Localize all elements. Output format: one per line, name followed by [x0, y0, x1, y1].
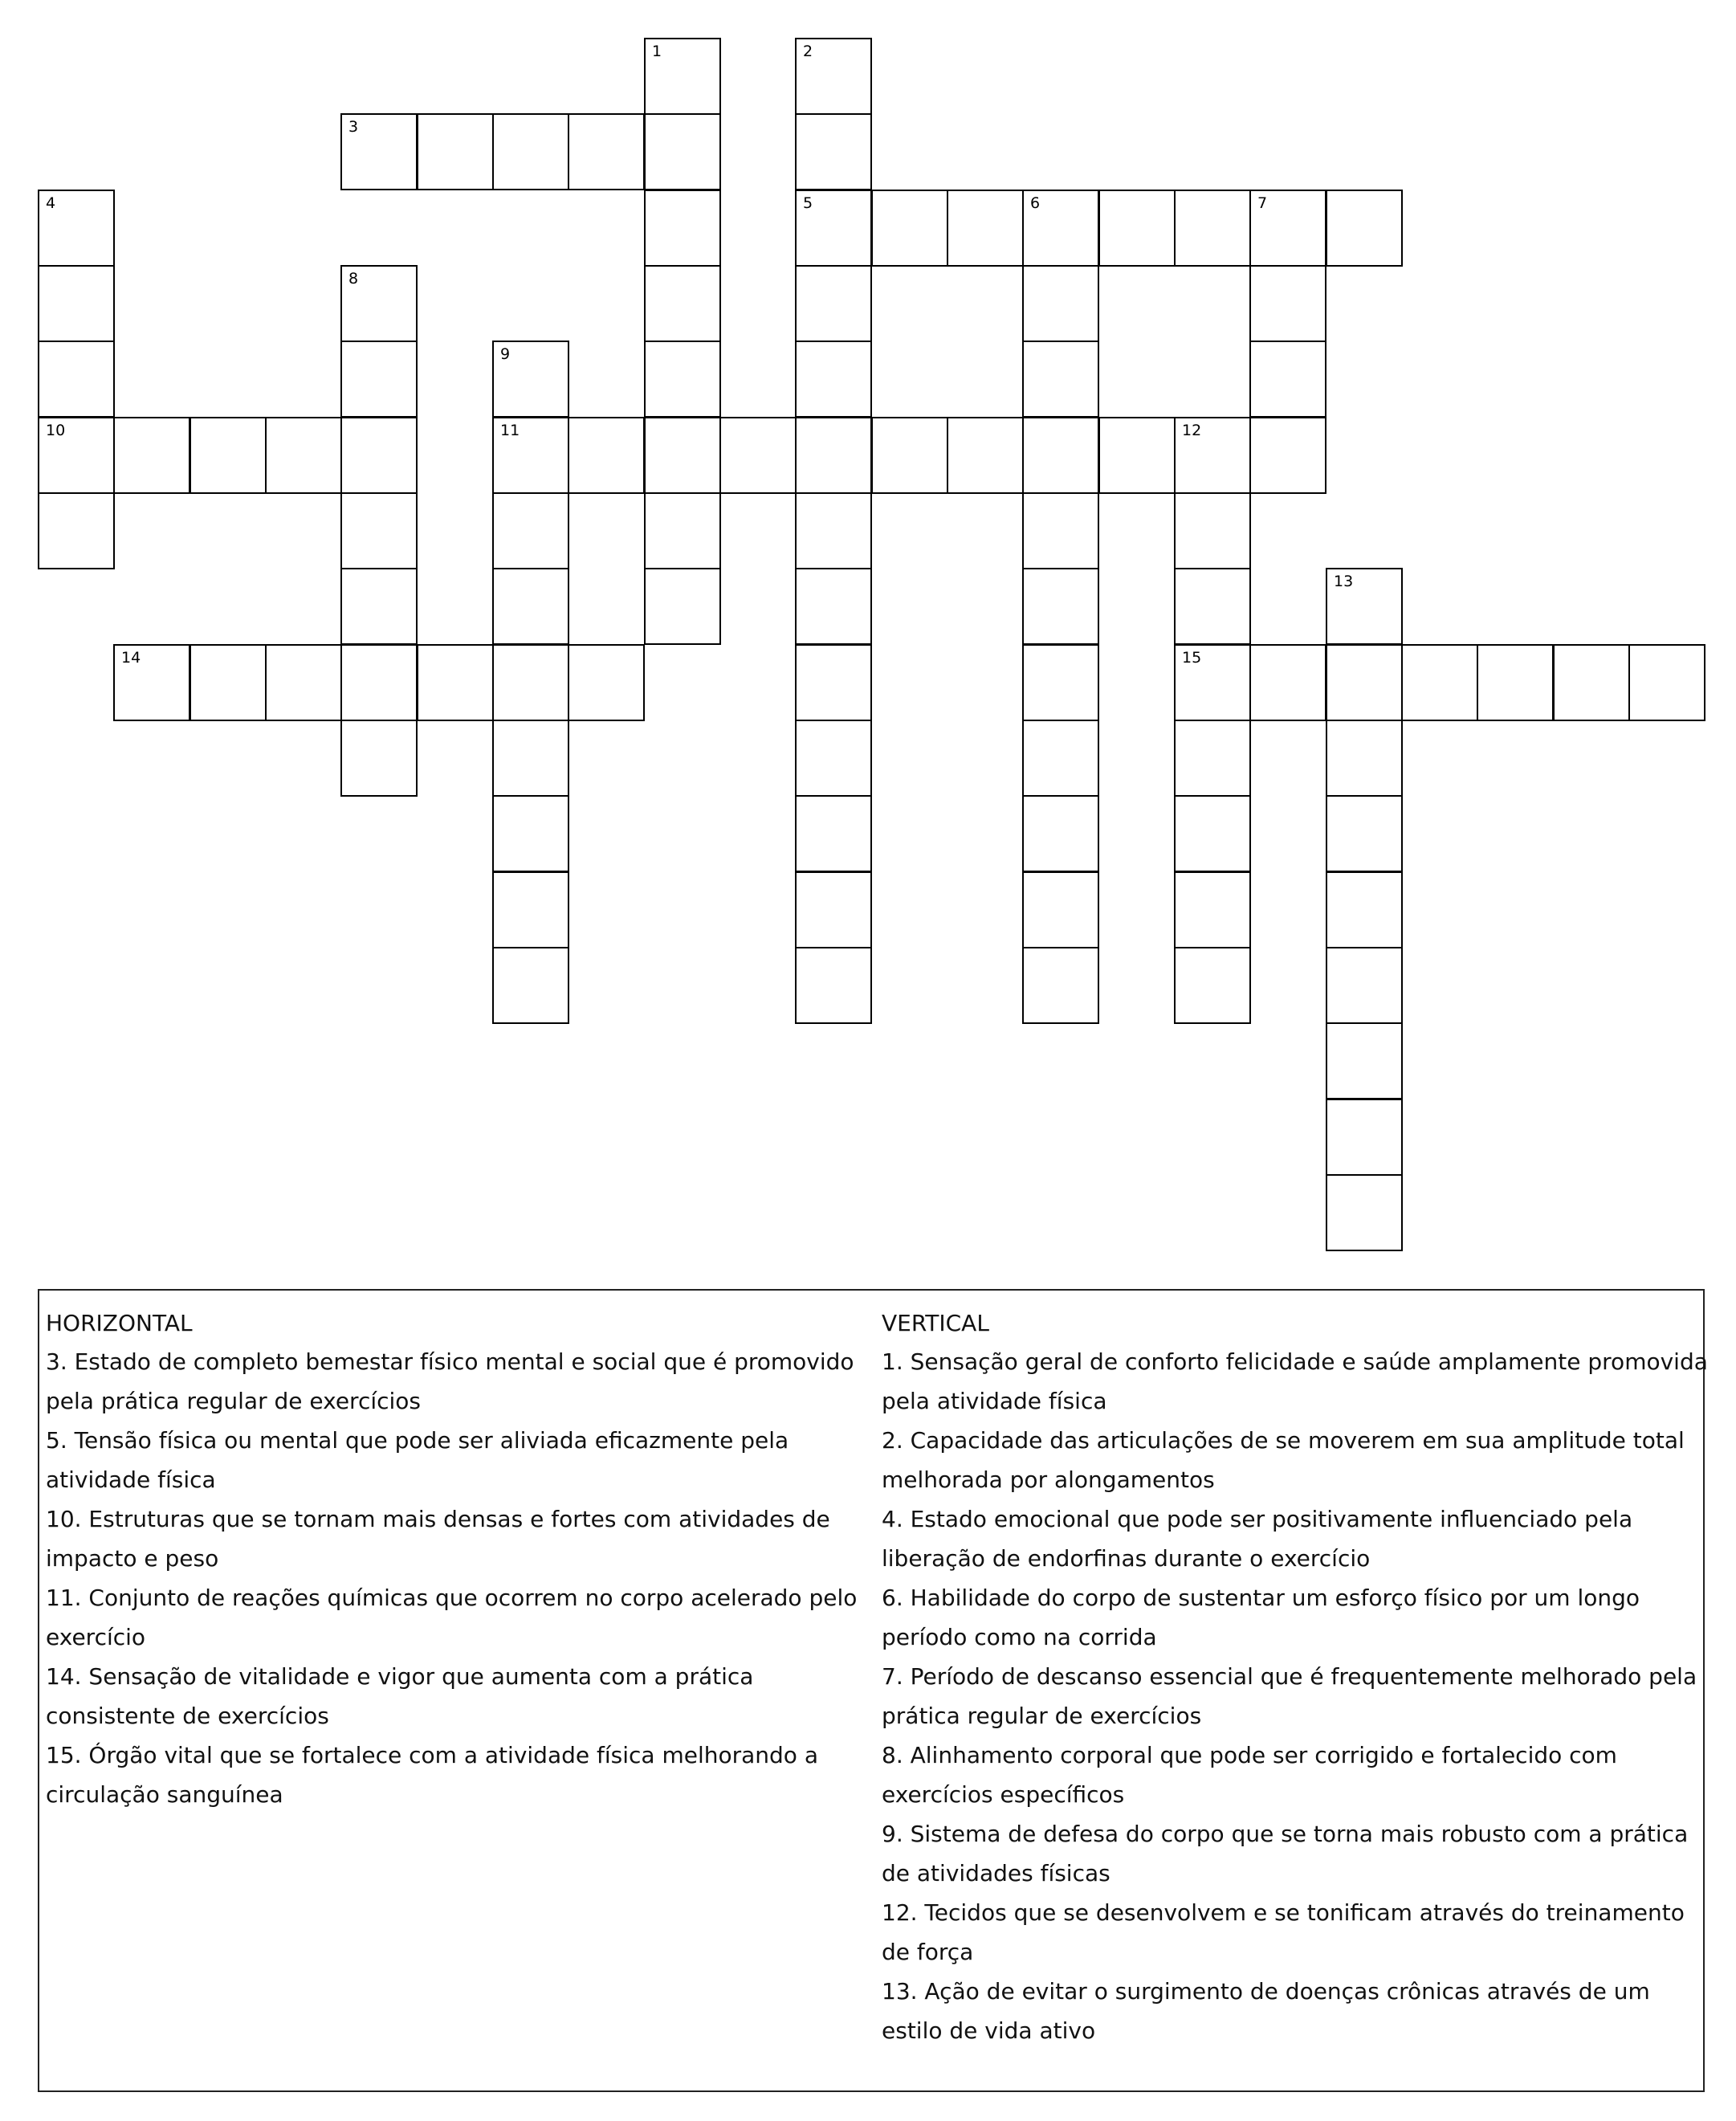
- clue-number: 2: [803, 43, 813, 60]
- grid-cell[interactable]: [1022, 644, 1099, 721]
- grid-cell[interactable]: [38, 492, 115, 569]
- grid-cell[interactable]: [1022, 871, 1099, 948]
- grid-cell[interactable]: [492, 644, 569, 721]
- grid-cell[interactable]: [1326, 795, 1403, 872]
- grid-cell[interactable]: [340, 568, 418, 645]
- down-clue-13: 13. Ação de evitar o surgimento de doenças crônicas através de um estilo de vida ativo: [882, 1978, 1650, 2044]
- grid-cell[interactable]: [795, 265, 872, 342]
- grid-cell[interactable]: [492, 417, 569, 494]
- down-clue-6: 6. Habilidade do corpo de sustentar um esforço físico por um longo período como na corrida: [882, 1585, 1640, 1650]
- down-clue-7: 7. Período de descanso essencial que é frequentemente melhorado pela prática regular de exercícios: [882, 1663, 1697, 1729]
- grid-cell[interactable]: [871, 190, 948, 267]
- across-clue-11: 11. Conjunto de reações químicas que ocorrem no corpo acelerado pelo exercício: [46, 1585, 858, 1650]
- grid-cell[interactable]: [340, 341, 418, 418]
- down-clue-list: [882, 1342, 1709, 2050]
- grid-cell[interactable]: [1022, 947, 1099, 1024]
- grid-cell[interactable]: [1326, 1099, 1403, 1176]
- across-clue-14: 14. Sensação de vitalidade e vigor que aumenta com a prática consistente de exercícios: [46, 1663, 754, 1729]
- grid-cell[interactable]: [1022, 795, 1099, 872]
- clue-number: 3: [348, 118, 359, 136]
- grid-cell[interactable]: [1022, 265, 1099, 342]
- grid-cell[interactable]: [492, 492, 569, 569]
- grid-cell[interactable]: [1326, 871, 1403, 948]
- grid-cell[interactable]: [1326, 1174, 1403, 1251]
- grid-cell[interactable]: [1174, 492, 1251, 569]
- grid-cell[interactable]: [417, 113, 494, 190]
- grid-cell[interactable]: [1098, 190, 1176, 267]
- grid-cell[interactable]: [340, 265, 418, 342]
- grid-cell[interactable]: [492, 871, 569, 948]
- down-clue-2: 2. Capacidade das articulações de se moverem em sua amplitude total melhorada por alongamentos: [882, 1427, 1685, 1493]
- grid-cell[interactable]: [795, 492, 872, 569]
- grid-cell[interactable]: [38, 265, 115, 342]
- grid-cell[interactable]: [719, 417, 797, 494]
- clue-number: 11: [500, 422, 520, 439]
- clue-number: 15: [1182, 649, 1202, 667]
- across-clues-column: [46, 1305, 873, 1814]
- grid-cell[interactable]: [947, 190, 1024, 267]
- grid-cell[interactable]: [265, 417, 342, 494]
- grid-cell[interactable]: [1326, 1022, 1403, 1099]
- down-clue-9: 9. Sistema de defesa do corpo que se torna mais robusto com a prática de atividades físicas: [882, 1821, 1689, 1886]
- grid-cell[interactable]: [492, 947, 569, 1024]
- grid-cell[interactable]: [340, 417, 418, 494]
- grid-cell[interactable]: [871, 417, 948, 494]
- grid-cell[interactable]: [492, 568, 569, 645]
- down-heading: VERTICAL: [882, 1310, 989, 1336]
- grid-cell[interactable]: [1326, 190, 1403, 267]
- grid-cell[interactable]: [1022, 341, 1099, 418]
- across-heading: HORIZONTAL: [46, 1310, 193, 1336]
- down-clue-12: 12. Tecidos que se desenvolvem e se tonificam através do treinamento de força: [882, 1899, 1685, 1965]
- grid-cell[interactable]: [1326, 644, 1403, 721]
- grid-cell[interactable]: [568, 417, 645, 494]
- grid-cell[interactable]: [38, 341, 115, 418]
- grid-cell[interactable]: [795, 644, 872, 721]
- clue-number: 4: [46, 194, 56, 212]
- grid-cell[interactable]: [644, 568, 721, 645]
- across-clue-5: 5. Tensão física ou mental que pode ser aliviada eficazmente pela atividade física: [46, 1427, 789, 1493]
- clue-number: 5: [803, 194, 813, 212]
- grid-cell[interactable]: [1174, 947, 1251, 1024]
- grid-cell[interactable]: [795, 190, 872, 267]
- grid-cell[interactable]: [1249, 417, 1326, 494]
- grid-cell[interactable]: [947, 417, 1024, 494]
- grid-cell[interactable]: [795, 113, 872, 190]
- grid-cell[interactable]: [644, 113, 721, 190]
- grid-cell[interactable]: [38, 190, 115, 267]
- grid-cell[interactable]: [795, 795, 872, 872]
- grid-cell[interactable]: [1174, 417, 1251, 494]
- clue-number: 1: [652, 43, 662, 60]
- clue-number: 8: [348, 270, 359, 288]
- grid-cell[interactable]: [1326, 947, 1403, 1024]
- grid-cell[interactable]: [1174, 720, 1251, 797]
- clue-number: 10: [46, 422, 66, 439]
- across-clue-list: [46, 1342, 873, 1814]
- grid-cell[interactable]: [568, 113, 645, 190]
- grid-cell[interactable]: [795, 38, 872, 115]
- grid-cell[interactable]: [568, 644, 645, 721]
- grid-cell[interactable]: [1022, 568, 1099, 645]
- grid-cell[interactable]: [492, 341, 569, 418]
- down-clue-8: 8. Alinhamento corporal que pode ser corrigido e fortalecido com exercícios específicos: [882, 1742, 1617, 1808]
- grid-cell[interactable]: [492, 720, 569, 797]
- clue-number: 7: [1257, 194, 1268, 212]
- grid-cell[interactable]: [1326, 568, 1403, 645]
- clue-number: 13: [1334, 573, 1354, 590]
- grid-cell[interactable]: [1249, 341, 1326, 418]
- grid-cell[interactable]: [1174, 871, 1251, 948]
- grid-cell[interactable]: [644, 265, 721, 342]
- grid-cell[interactable]: [1022, 190, 1099, 267]
- grid-cell[interactable]: [1022, 417, 1099, 494]
- grid-cell[interactable]: [1249, 190, 1326, 267]
- grid-cell[interactable]: [1249, 265, 1326, 342]
- across-clue-10: 10. Estruturas que se tornam mais densas e fortes com atividades de impacto e peso: [46, 1506, 830, 1572]
- grid-cell[interactable]: [265, 644, 342, 721]
- across-clue-15: 15. Órgão vital que se fortalece com a atividade física melhorando a circulação sanguínea: [46, 1742, 818, 1808]
- grid-cell[interactable]: [644, 492, 721, 569]
- grid-cell[interactable]: [113, 417, 190, 494]
- grid-cell[interactable]: [644, 190, 721, 267]
- grid-cell[interactable]: [1174, 568, 1251, 645]
- grid-cell[interactable]: [1098, 417, 1176, 494]
- clue-number: 14: [121, 649, 141, 667]
- grid-cell[interactable]: [795, 947, 872, 1024]
- down-clue-4: 4. Estado emocional que pode ser positivamente influenciado pela liberação de endorfinas durante o exercício: [882, 1506, 1633, 1572]
- grid-cell[interactable]: [340, 492, 418, 569]
- grid-cell[interactable]: [1477, 644, 1554, 721]
- grid-cell[interactable]: [1022, 492, 1099, 569]
- down-clue-1: 1. Sensação geral de conforto felicidade e saúde amplamente promovida pela atividade física: [882, 1348, 1708, 1414]
- grid-cell[interactable]: [113, 644, 190, 721]
- clue-number: 6: [1030, 194, 1041, 212]
- grid-cell[interactable]: [189, 644, 267, 721]
- grid-cell[interactable]: [189, 417, 267, 494]
- grid-cell[interactable]: [644, 341, 721, 418]
- across-clue-3: 3. Estado de completo bemestar físico mental e social que é promovido pela prática regular de exercícios: [46, 1348, 854, 1414]
- grid-cell[interactable]: [492, 113, 569, 190]
- grid-cell[interactable]: [340, 644, 418, 721]
- down-clues-column: [882, 1305, 1709, 2050]
- grid-cell[interactable]: [795, 568, 872, 645]
- grid-cell[interactable]: [795, 720, 872, 797]
- clues-panel: [38, 1289, 1708, 2092]
- grid-cell[interactable]: [1401, 644, 1478, 721]
- grid-cell[interactable]: [795, 417, 872, 494]
- grid-cell[interactable]: [417, 644, 494, 721]
- grid-cell[interactable]: [340, 720, 418, 797]
- grid-cell[interactable]: [492, 795, 569, 872]
- grid-cell[interactable]: [1174, 644, 1251, 721]
- grid-cell[interactable]: [38, 417, 115, 494]
- clue-number: 9: [500, 345, 511, 363]
- grid-cell[interactable]: [795, 871, 872, 948]
- grid-cell[interactable]: [1553, 644, 1630, 721]
- grid-cell[interactable]: [1174, 190, 1251, 267]
- grid-cell[interactable]: [1249, 644, 1326, 721]
- grid-cell[interactable]: [795, 341, 872, 418]
- grid-cell[interactable]: [1326, 720, 1403, 797]
- grid-cell[interactable]: [340, 113, 418, 190]
- grid-cell[interactable]: [1022, 720, 1099, 797]
- grid-cell[interactable]: [644, 417, 721, 494]
- grid-cell[interactable]: [1174, 795, 1251, 872]
- clue-number: 12: [1182, 422, 1202, 439]
- grid-cell[interactable]: [1628, 644, 1705, 721]
- grid-cell[interactable]: [644, 38, 721, 115]
